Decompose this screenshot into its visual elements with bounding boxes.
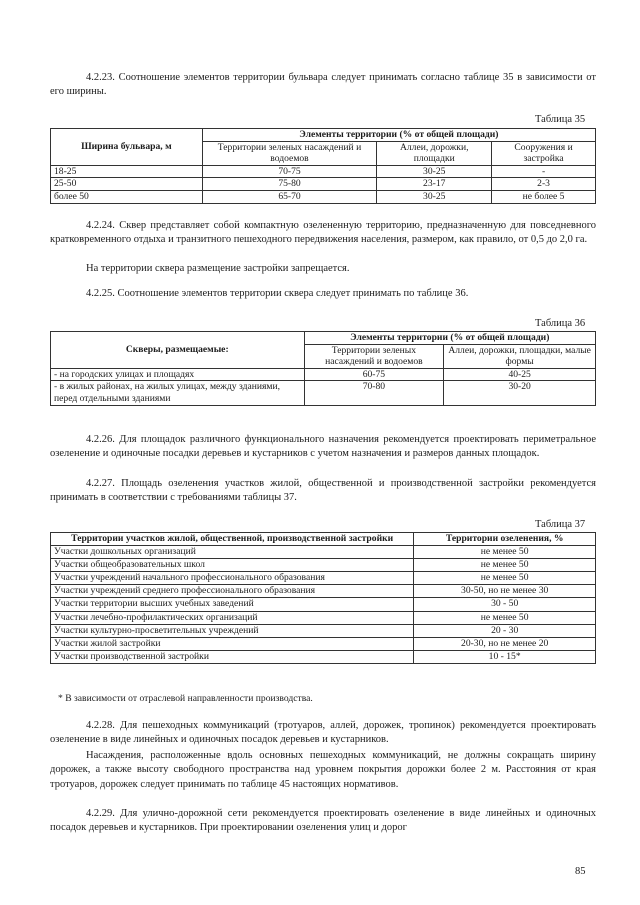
table-36-group-header: Элементы территории (% от общей площади)	[304, 332, 596, 345]
page-number: 85	[575, 866, 586, 877]
table-35-subheader: Сооружения и застройка	[492, 141, 596, 165]
table-cell: более 50	[51, 190, 203, 203]
table-36-caption: Таблица 36	[535, 318, 586, 329]
table-36-subheader: Территории зеленых насаждений и водоемов	[304, 344, 444, 368]
table-cell: 20-30, но не менее 20	[414, 638, 596, 651]
table-cell: 60-75	[304, 368, 444, 381]
table-35	[50, 128, 596, 204]
table-cell: Участки жилой застройки	[51, 638, 414, 651]
table-cell: 25-50	[51, 178, 203, 191]
table-cell: не менее 50	[414, 545, 596, 558]
table-cell: 30 - 50	[414, 598, 596, 611]
table-35-group-header: Элементы территории (% от общей площади)	[202, 129, 595, 142]
table-cell: Участки учреждений начального профессионального образования	[51, 572, 414, 585]
paragraph-4-2-25: 4.2.25. Соотношение элементов территории сквера следует принимать по таблице 36.	[86, 288, 469, 299]
table-37-header-territories: Территории участков жилой, общественной, производственной застройки	[51, 533, 414, 546]
table-cell: 30-20	[444, 381, 596, 405]
table-row	[51, 545, 596, 558]
table-cell: Участки общеобразовательных школ	[51, 558, 414, 571]
table-cell: 70-75	[202, 165, 377, 178]
table-cell: не менее 50	[414, 558, 596, 571]
table-cell: - на городских улицах и площадях	[51, 368, 305, 381]
table-row	[51, 190, 596, 203]
table-cell: Участки дошкольных организаций	[51, 545, 414, 558]
table-row	[51, 611, 596, 624]
table-row	[51, 178, 596, 191]
table-cell: Участки территории высших учебных заведений	[51, 598, 414, 611]
table-row	[51, 558, 596, 571]
table-cell: 75-80	[202, 178, 377, 191]
table-36-subheader: Аллеи, дорожки, площадки, малые формы	[444, 344, 596, 368]
table-row	[51, 598, 596, 611]
table-cell: 70-80	[304, 381, 444, 405]
table-row	[51, 585, 596, 598]
table-cell: -	[492, 165, 596, 178]
table-37-footnote: * В зависимости от отраслевой направленности производства.	[58, 693, 313, 704]
table-35-col-width: Ширина бульвара, м	[51, 129, 203, 166]
paragraph-square-ban: На территории сквера размещение застройки запрещается.	[86, 263, 350, 274]
table-35-subheader: Территории зеленых насаждений и водоемов	[202, 141, 377, 165]
table-37	[50, 532, 596, 664]
table-35-caption: Таблица 35	[535, 114, 586, 125]
table-cell: 10 - 15*	[414, 651, 596, 664]
table-cell: Участки лечебно-профилактических организаций	[51, 611, 414, 624]
table-row	[51, 381, 596, 405]
paragraph-4-2-29: 4.2.29. Для улично-дорожной сети рекомендуется проектировать озеленение в виде линейных и одиночных посадок деревьев и кустарников. При проектировании озеленения улиц и дорог	[50, 808, 596, 834]
table-36	[50, 331, 596, 406]
table-row	[51, 624, 596, 637]
table-cell: 23-17	[377, 178, 492, 191]
table-row	[51, 165, 596, 178]
paragraph-4-2-27: 4.2.27. Площадь озеленения участков жилой, общественной и производственной застройки рекомендуется принимать в соответствии с требованиями таблицы 37.	[50, 478, 596, 504]
paragraph-4-2-26: 4.2.26. Для площадок различного функционального назначения рекомендуется проектировать периметральное озеленение и одиночные посадки деревьев и кустарников с учетом назначения и размеров данных площадок.	[50, 434, 596, 460]
paragraph-4-2-28: 4.2.28. Для пешеходных коммуникаций (тротуаров, аллей, дорожек, тропинок) рекомендуется проектировать озеленение в виде линейных и одиночных посадок деревьев и кустарников.	[50, 720, 596, 746]
table-cell: 30-50, но не менее 30	[414, 585, 596, 598]
paragraph-plantings: Насаждения, расположенные вдоль основных пешеходных коммуникаций, не должны сокращать ширину дорожек, а также высоту свободного пространства над уровнем покрытия дорожки более 2 м. Расстояния от края тротуаров, дорожек следует принимать по таблице 45 настоящих нормативов.	[50, 750, 596, 790]
table-row	[51, 651, 596, 664]
table-cell: 2-3	[492, 178, 596, 191]
table-cell: не менее 50	[414, 611, 596, 624]
table-row	[51, 572, 596, 585]
table-cell: не более 5	[492, 190, 596, 203]
table-cell: - в жилых районах, на жилых улицах, между зданиями, перед отдельными зданиями	[51, 381, 305, 405]
table-cell: 30-25	[377, 190, 492, 203]
table-cell: 20 - 30	[414, 624, 596, 637]
table-cell: не менее 50	[414, 572, 596, 585]
table-cell: Участки производственной застройки	[51, 651, 414, 664]
table-35-subheader: Аллеи, дорожки, площадки	[377, 141, 492, 165]
table-cell: 18-25	[51, 165, 203, 178]
table-cell: Участки культурно-просветительных учреждений	[51, 624, 414, 637]
table-row	[51, 368, 596, 381]
table-cell: 65-70	[202, 190, 377, 203]
table-37-header-greening: Территории озеленения, %	[414, 533, 596, 546]
table-37-caption: Таблица 37	[535, 519, 586, 530]
table-36-col-squares: Скверы, размещаемые:	[51, 332, 305, 369]
paragraph-4-2-23: 4.2.23. Соотношение элементов территории бульвара следует принимать согласно таблице 35 в зависимости от его ширины.	[50, 72, 596, 98]
paragraph-4-2-24: 4.2.24. Сквер представляет собой компактную озелененную территорию, предназначенную для повседневного кратковременного отдыха и транзитного пешеходного передвижения населения, размером, как правило, от 0,5 до 2,0 га.	[50, 220, 596, 246]
table-cell: 30-25	[377, 165, 492, 178]
table-cell: Участки учреждений среднего профессионального образования	[51, 585, 414, 598]
table-row	[51, 638, 596, 651]
table-cell: 40-25	[444, 368, 596, 381]
